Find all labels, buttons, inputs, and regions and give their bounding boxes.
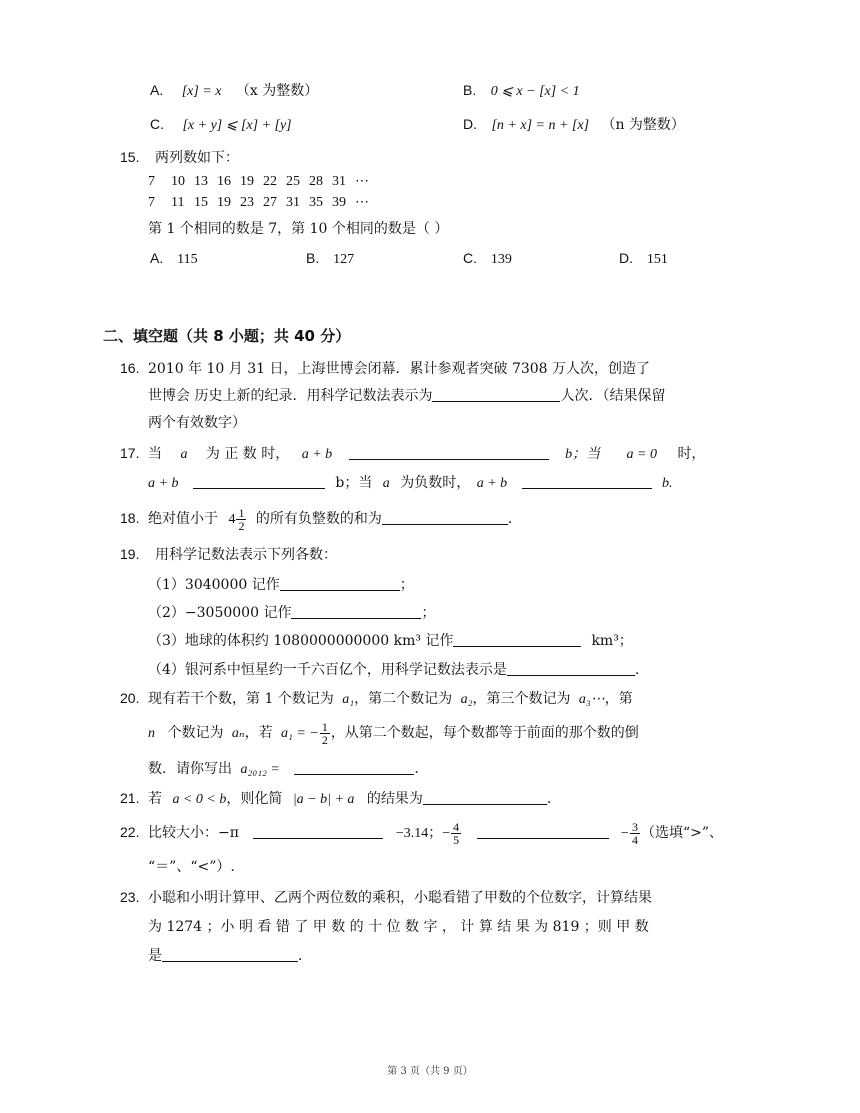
- text: 为负数时，: [400, 475, 471, 491]
- answer-blank[interactable]: [349, 445, 549, 460]
- text: 比较大小：−π: [148, 825, 239, 841]
- denominator: 5: [453, 832, 460, 847]
- denominator: 2: [321, 732, 328, 747]
- math: b.: [662, 476, 673, 491]
- q22-line-2: “＝”、“<”）.: [148, 859, 235, 875]
- fraction: [236, 507, 246, 532]
- q18-number: 18.: [120, 510, 140, 526]
- seq-value: 31: [286, 195, 300, 210]
- answer-blank[interactable]: [477, 824, 609, 839]
- q16-line-2: [148, 386, 665, 406]
- q15-option-c: [463, 248, 512, 270]
- answer-blank[interactable]: [507, 661, 635, 676]
- seq-value: 28: [309, 174, 323, 189]
- text: 时，: [677, 446, 706, 462]
- q19-item-3: [148, 631, 633, 651]
- q17-number: 17.: [120, 445, 140, 461]
- math: a₁ = −: [281, 726, 319, 741]
- denominator: 2: [238, 518, 245, 533]
- page-footer: 第 3 页（共 9 页）: [387, 1066, 473, 1077]
- text: （选填“>”、: [640, 825, 723, 841]
- text: 个数记为: [167, 725, 224, 741]
- q23-line-3: [148, 946, 302, 966]
- q15-intro: 两列数如下：: [155, 150, 239, 166]
- text: 现有若干个数，第 1 个数记为: [148, 691, 334, 707]
- option-math: [x] = x: [181, 84, 222, 99]
- q18-line: [148, 503, 512, 535]
- q14-option-c: [150, 114, 292, 136]
- q19-item-4: [148, 660, 639, 680]
- q19-item-1: [148, 575, 414, 595]
- math: a₃⋯: [578, 692, 605, 707]
- seq-value: 19: [240, 174, 254, 189]
- seq-value: 13: [194, 174, 208, 189]
- seq-value: 10: [171, 174, 185, 189]
- text: 人次．（结果保留: [560, 388, 666, 404]
- q16-line-1: 2010 年 10 月 31 日，上海世博会闭幕．累计参观者突破 7308 万人次，创造了: [148, 361, 651, 377]
- seq-value: 25: [286, 174, 300, 189]
- option-label: C.: [150, 116, 164, 132]
- q20-number: 20.: [120, 690, 140, 706]
- q15-sequence-1: [148, 172, 378, 192]
- seq-value: ⋯: [355, 174, 369, 189]
- q15-option-d: [619, 248, 668, 270]
- text: ，第三个数记为: [472, 691, 571, 707]
- math: a = 0: [626, 447, 657, 462]
- q15-option-a: [150, 248, 198, 270]
- q16-line-3: 两个有效数字）: [148, 415, 246, 431]
- text: 的结果为: [366, 791, 423, 807]
- answer-blank[interactable]: [382, 510, 508, 525]
- seq-value: 19: [217, 195, 231, 210]
- option-label: D.: [463, 116, 477, 132]
- fraction: [630, 821, 640, 846]
- text: 为 正 数 时，: [205, 446, 290, 462]
- text: .: [546, 791, 552, 807]
- text: ，第: [604, 691, 633, 707]
- seq-value: 7: [148, 195, 155, 210]
- text: 绝对值小于: [148, 511, 218, 527]
- math: a₂₀₁₂ =: [240, 762, 280, 777]
- numerator: 1: [321, 719, 328, 734]
- text: （2）−3050000 记作: [148, 605, 292, 621]
- text: 若: [148, 791, 162, 807]
- option-note: （x 为整数）: [235, 83, 319, 99]
- math: a₁: [342, 692, 355, 707]
- text: .: [634, 662, 640, 678]
- q22-line-1: [148, 815, 723, 851]
- text: 数．请你写出: [148, 761, 232, 777]
- text: .: [507, 511, 513, 527]
- q17-line-2: [148, 473, 673, 494]
- seq-value: 16: [217, 174, 231, 189]
- math: a + b: [476, 476, 508, 491]
- answer-blank[interactable]: [162, 947, 298, 962]
- math: a < 0 < b: [172, 792, 227, 807]
- text: ；: [399, 577, 414, 593]
- option-label: A.: [150, 82, 164, 98]
- seq-value: 11: [171, 195, 185, 210]
- math: a: [382, 476, 390, 491]
- option-value: 139: [490, 252, 512, 267]
- text: b；当: [335, 475, 373, 491]
- option-label: B.: [463, 82, 477, 98]
- text: .: [414, 761, 419, 777]
- math: a: [180, 447, 188, 462]
- q15-sequence-2: [148, 193, 378, 213]
- text: ，从第二个数起，每个数都等于前面的那个数的倒: [330, 725, 639, 741]
- numerator: 1: [238, 505, 245, 520]
- option-value: 151: [646, 252, 668, 267]
- q16-number: 16.: [120, 360, 140, 376]
- option-math: [n + x] = n + [x]: [491, 118, 590, 133]
- q14-option-a: [150, 80, 318, 102]
- option-value: 115: [177, 252, 198, 267]
- q14-option-d: [463, 114, 685, 136]
- math: |a − b| + a: [292, 792, 355, 807]
- option-math: 0 ⩽ x − [x] < 1: [490, 84, 580, 99]
- seq-value: 31: [332, 174, 346, 189]
- q22-number: 22.: [120, 824, 140, 840]
- q21-line: [148, 789, 551, 810]
- q15-number: 15.: [120, 149, 140, 165]
- answer-blank[interactable]: [432, 387, 560, 402]
- math: a + b: [148, 476, 179, 491]
- q19-item-2: [148, 603, 435, 623]
- math: −: [621, 826, 629, 841]
- q20-line-2: [148, 716, 639, 750]
- seq-value: ⋯: [355, 195, 369, 210]
- q19-number: 19.: [120, 546, 140, 562]
- seq-value: 23: [240, 195, 254, 210]
- answer-blank[interactable]: [291, 604, 421, 619]
- math: aₙ: [231, 726, 245, 741]
- text: 当: [148, 446, 162, 462]
- text: 是: [148, 948, 162, 964]
- q23-line-2: 为 1274 ；小 明 看 错 了 甲 数 的 十 位 数 字 ， 计 算 结 果 为 819 ；则 甲 数: [148, 919, 649, 935]
- fraction: [320, 721, 330, 746]
- option-note: （n 为整数）: [601, 117, 685, 133]
- text: 世博会 历史上新的纪录．用科学记数法表示为: [148, 388, 433, 404]
- text: .: [298, 948, 303, 964]
- denominator: 4: [631, 832, 638, 847]
- option-label: B.: [306, 250, 320, 266]
- text: 的所有负整数的和为: [255, 511, 382, 527]
- answer-blank[interactable]: [294, 760, 414, 775]
- seq-value: 39: [332, 195, 346, 210]
- fraction: [451, 821, 461, 846]
- q23-line-1: 小聪和小明计算甲、乙两个两位数的乘积，小聪看错了甲数的个位数字，计算结果: [148, 890, 652, 906]
- seq-value: 35: [309, 195, 323, 210]
- answer-blank[interactable]: [522, 474, 652, 489]
- text: ；: [421, 605, 436, 621]
- q14-option-b: [463, 80, 580, 102]
- seq-value: 7: [148, 174, 155, 189]
- seq-value: 22: [263, 174, 277, 189]
- q21-number: 21.: [120, 790, 140, 806]
- section-title: 二、填空题（共 8 小题；共 40 分）: [103, 327, 351, 345]
- q15-option-b: [306, 248, 354, 270]
- option-value: 127: [333, 252, 355, 267]
- q23-number: 23.: [120, 889, 140, 905]
- text: ，则化简: [226, 791, 283, 807]
- q15-question: 第 1 个相同的数是 7，第 10 个相同的数是（ ）: [148, 221, 449, 237]
- text: ，第二个数记为: [354, 691, 453, 707]
- q19-intro: 用科学记数法表示下列各数：: [155, 547, 337, 563]
- q20-line-1: [148, 689, 633, 710]
- option-label: A.: [150, 250, 164, 266]
- answer-blank[interactable]: [423, 790, 547, 805]
- q17-line-1: [148, 444, 705, 465]
- q20-line-3: [148, 759, 419, 780]
- text: km³；: [591, 633, 633, 649]
- option-label: D.: [619, 250, 633, 266]
- math: a₂: [460, 692, 473, 707]
- option-label: C.: [463, 250, 477, 266]
- text: （3）地球的体积约 1080000000000 km³ 记作: [148, 633, 454, 649]
- numerator: 3: [631, 819, 638, 834]
- math: −3.14；−: [395, 826, 451, 841]
- answer-blank[interactable]: [280, 576, 400, 591]
- answer-blank[interactable]: [453, 632, 581, 647]
- math: 4: [228, 512, 236, 527]
- text: ，若: [244, 725, 273, 741]
- text: （1）3040000 记作: [148, 577, 280, 593]
- seq-value: 15: [194, 195, 208, 210]
- answer-blank[interactable]: [253, 824, 383, 839]
- answer-blank[interactable]: [193, 474, 325, 489]
- math: b；当: [565, 447, 601, 462]
- seq-value: 27: [263, 195, 277, 210]
- text: （4）银河系中恒星约一千六百亿个，用科学记数法表示是: [148, 662, 507, 678]
- numerator: 4: [453, 819, 460, 834]
- math: a + b: [301, 447, 333, 462]
- math: n: [148, 726, 155, 741]
- option-math: [x + y] ⩽ [x] + [y]: [182, 118, 292, 133]
